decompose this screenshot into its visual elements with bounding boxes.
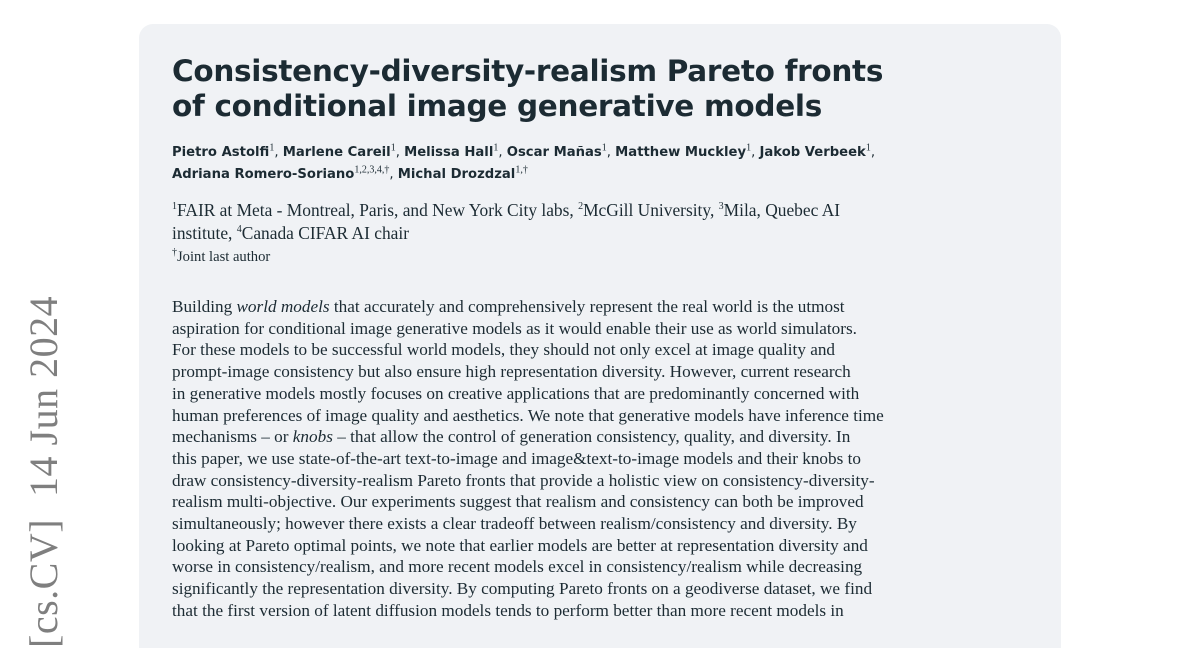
abstract-line: realism multi-objective. Our experiments suggest that realism and consistency can both be improved [172, 492, 864, 512]
author-affiliation-mark: 1 [746, 142, 752, 154]
abstract-line: For these models to be successful world models, they should not only excel at image quality and [172, 340, 836, 360]
affiliation-mark: 1 [172, 201, 177, 213]
affiliations [172, 199, 1032, 245]
abstract-line: that the first version of latent diffusion models tends to perform better than more recent models in [172, 600, 844, 620]
author-name: Pietro Astolfi [172, 145, 270, 160]
author-name: Marlene Careil [282, 145, 391, 160]
arxiv-date: 14 Jun 2024 [21, 295, 66, 497]
arxiv-category: [cs.CV] [21, 518, 66, 648]
abstract [172, 296, 1032, 622]
abstract-line: looking at Pareto optimal points, we note that earlier models are better at representation diversity and [172, 535, 868, 555]
author-affiliation-mark: 1,† [515, 164, 528, 176]
author-name: Melissa Hall [404, 145, 494, 160]
author-line-1: Pietro Astolfi$^1$, Marlene Careil$^1$, Melissa Hall$^1$, Oscar Mañas$^1$, Matthew Muckley$^1$, Jakob Verbeek$^1$, [172, 142, 876, 160]
paper-title-line-1: Consistency-diversity-realism Pareto fronts [172, 54, 884, 88]
affiliation-line-2 [172, 222, 1032, 245]
author-affiliation-mark: 1 [493, 142, 499, 154]
author-name: Adriana Romero-Soriano [172, 167, 355, 182]
affiliation-text: institute, [172, 223, 237, 243]
abstract-line [172, 296, 1032, 318]
paper-title [172, 54, 1042, 124]
joint-author-text: Joint last author [177, 249, 271, 265]
abstract-text: that accurately and comprehensively represent the real world is the utmost [329, 297, 845, 316]
affiliation-text: FAIR at Meta - Montreal, Paris, and New York City labs, [177, 200, 579, 220]
affiliation-text: Mila, Quebec AI [723, 200, 841, 220]
abstract-line: worse in consistency/realism, and more recent models excel in consistency/realism while decreasing [172, 557, 863, 577]
affiliation-line-1 [172, 199, 1032, 222]
abstract-line: human preferences of image quality and aesthetics. We note that generative models have inference time [172, 405, 884, 425]
author-affiliation-mark: 1,2,3,4,† [354, 164, 390, 176]
abstract-text: mechanisms – or [172, 427, 293, 447]
abstract-line [172, 426, 1032, 448]
author-affiliation-mark: 1 [601, 142, 607, 154]
joint-author-mark: † [172, 247, 177, 259]
abstract-line: prompt-image consistency but also ensure high representation diversity. However, current research [172, 362, 851, 382]
abstract-emphasis: knobs [292, 427, 333, 447]
author-affiliation-mark: 1 [269, 142, 275, 154]
joint-author-note [172, 248, 270, 266]
affiliation-text: Canada CIFAR AI chair [241, 223, 409, 243]
author-affiliation-mark: 1 [390, 142, 396, 154]
abstract-text: Building [172, 297, 237, 316]
abstract-emphasis: world models [236, 297, 330, 316]
author-name: Michal Drozdzal [397, 167, 516, 182]
paper-title-line-2: of conditional image generative models [172, 89, 822, 123]
author-name: Matthew Muckley [615, 145, 747, 160]
arxiv-stamp [20, 228, 68, 648]
author-affiliation-mark: 1 [865, 142, 871, 154]
abstract-line: in generative models mostly focuses on creative applications that are predominantly concerned with [172, 383, 860, 403]
affiliation-text: McGill University, [583, 200, 719, 220]
abstract-line: this paper, we use state-of-the-art text-to-image and image&text-to-image models and their knobs to [172, 448, 861, 468]
abstract-line: simultaneously; however there exists a clear tradeoff between realism/consistency and diversity. By [172, 514, 857, 534]
abstract-text: – that allow the control of generation consistency, quality, and diversity. In [332, 427, 851, 447]
author-line-2: Adriana Romero-Soriano$^{1,2,3,4,\dagger}$, Michal Drozdzal$^{1,\dagger}$ [172, 164, 528, 182]
abstract-line: aspiration for conditional image generative models as it would enable their use as world simulators. [172, 318, 857, 338]
affiliation-mark: 3 [718, 201, 724, 213]
author-name: Jakob Verbeek [759, 145, 866, 160]
affiliation-mark: 4 [236, 224, 242, 236]
affiliation-mark: 2 [578, 201, 584, 213]
abstract-line: draw consistency-diversity-realism Pareto fronts that provide a holistic view on consistency-diversity- [172, 470, 875, 490]
author-name: Oscar Mañas [506, 145, 602, 160]
author-list [172, 142, 1032, 186]
abstract-line: significantly the representation diversity. By computing Pareto fronts on a geodiverse dataset, we find [172, 579, 873, 599]
